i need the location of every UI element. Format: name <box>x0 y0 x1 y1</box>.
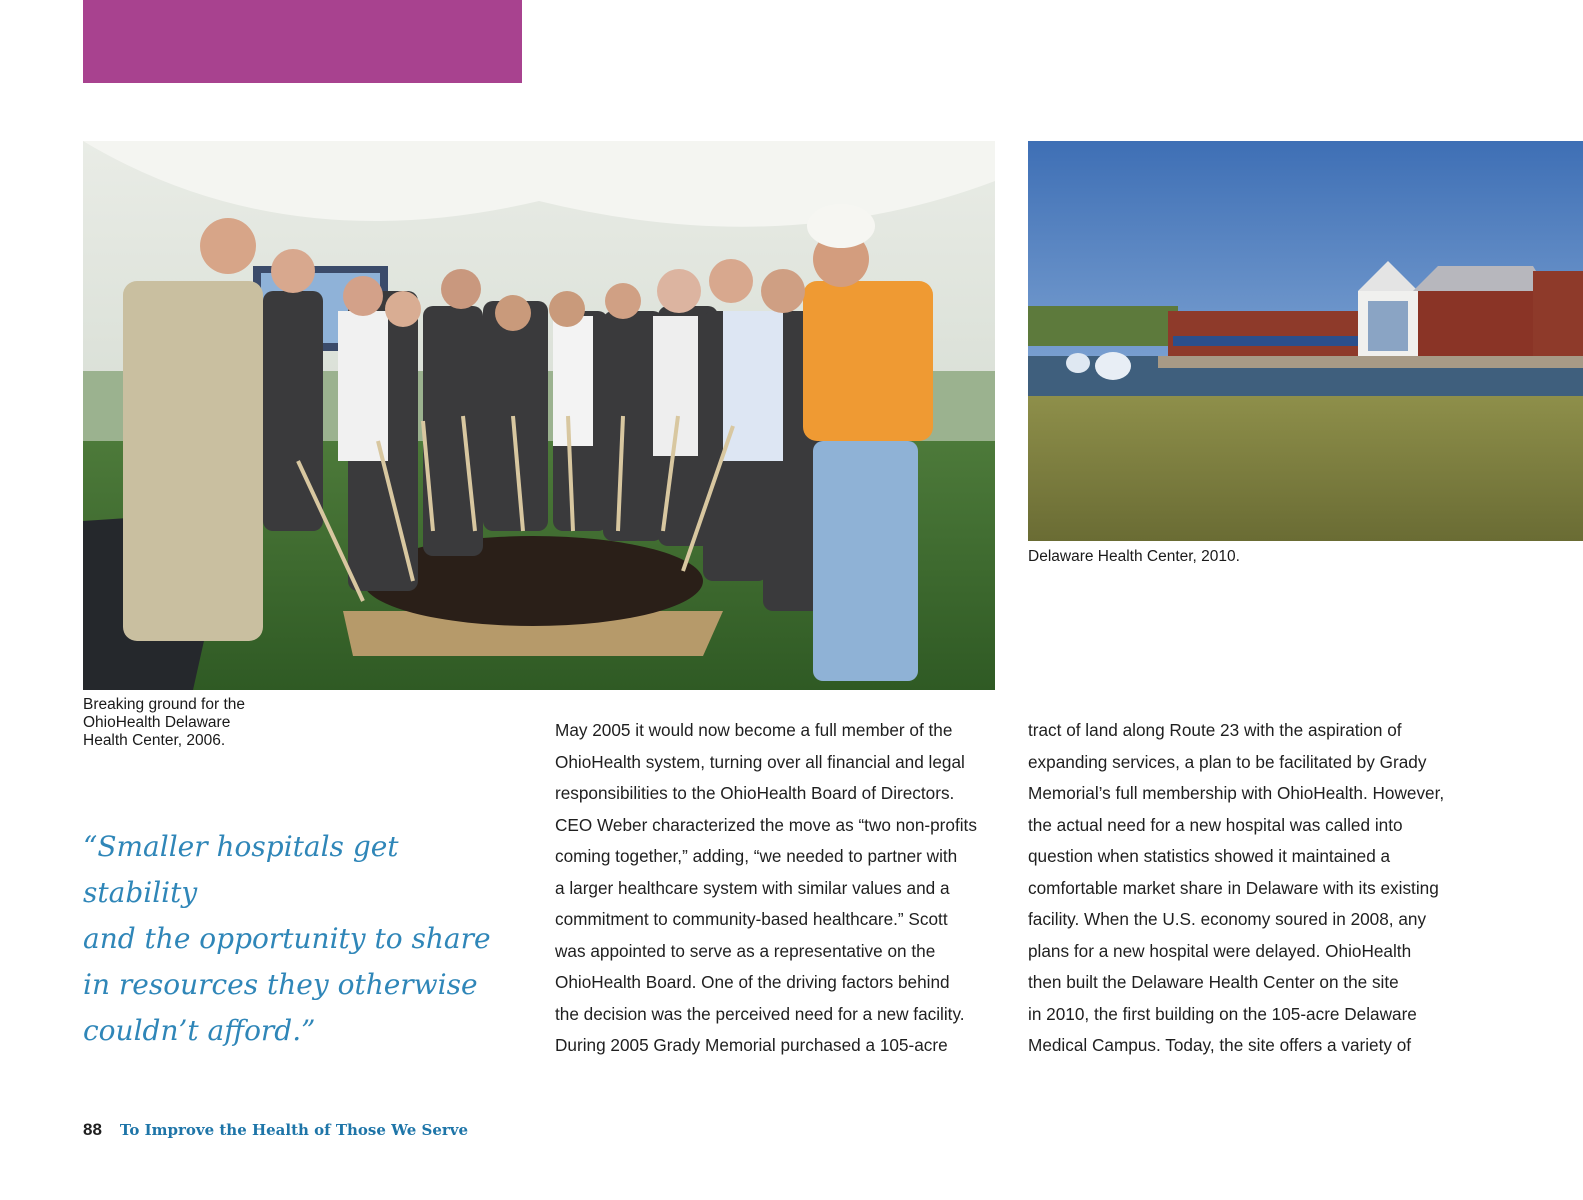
pull-quote <box>83 824 513 1054</box>
body-text-column-1 <box>555 715 995 1062</box>
groundbreaking-photo <box>83 141 995 690</box>
caption-line: Breaking ground for the <box>83 696 245 713</box>
body-line: comfortable market share in Delaware with its existing <box>1028 877 1439 898</box>
body-line: a larger healthcare system with similar values and a <box>555 877 950 898</box>
groundbreaking-photo-graphic <box>83 141 995 690</box>
body-line: commitment to community-based healthcare.” Scott <box>555 909 948 929</box>
pull-quote-line: in resources they otherwise <box>83 968 478 1001</box>
body-line: the actual need for a new hospital was called into <box>1028 814 1403 835</box>
body-line: question when statistics showed it maintained a <box>1028 846 1391 866</box>
body-line: During 2005 Grady Memorial purchased a 105-acre <box>555 1035 948 1055</box>
body-line: in 2010, the first building on the 105-acre Delaware <box>1028 1003 1417 1024</box>
pull-quote-line: and the opportunity to share <box>83 922 491 955</box>
body-line: then built the Delaware Health Center on the site <box>1028 972 1399 992</box>
body-line: the decision was the perceived need for a new facility. <box>555 1003 965 1024</box>
body-line: responsibilities to the OhioHealth Board of Directors. <box>555 783 955 803</box>
caption-line: OhioHealth Delaware <box>83 714 231 731</box>
body-text-column-2 <box>1028 715 1488 1062</box>
groundbreaking-caption <box>83 696 313 750</box>
body-line: OhioHealth Board. One of the driving factors behind <box>555 972 950 992</box>
body-line: was appointed to serve as a representative on the <box>555 940 936 961</box>
body-line: tract of land along Route 23 with the aspiration of <box>1028 720 1402 740</box>
body-line: coming together,” adding, “we needed to partner with <box>555 846 958 866</box>
pull-quote-line: couldn’t afford.” <box>83 1014 316 1047</box>
body-line: Medical Campus. Today, the site offers a variety of <box>1028 1035 1412 1055</box>
page-footer <box>83 1120 468 1142</box>
building-photo-graphic <box>1028 141 1583 541</box>
body-line: plans for a new hospital were delayed. OhioHealth <box>1028 940 1412 961</box>
body-line: May 2005 it would now become a full member of the <box>555 720 953 740</box>
body-line: facility. When the U.S. economy soured in 2008, any <box>1028 909 1427 929</box>
building-caption: Delaware Health Center, 2010. <box>1028 548 1240 565</box>
body-line: OhioHealth system, turning over all financial and legal <box>555 751 965 772</box>
page-number: 88 <box>83 1120 102 1139</box>
body-line: expanding services, a plan to be facilitated by Grady <box>1028 751 1427 772</box>
accent-color-bar <box>83 0 522 83</box>
body-line: Memorial’s full membership with OhioHealth. However, <box>1028 783 1445 803</box>
body-line: CEO Weber characterized the move as “two non-profits <box>555 814 977 835</box>
running-title: To Improve the Health of Those We Serve <box>119 1121 469 1139</box>
caption-line: Health Center, 2006. <box>83 732 226 749</box>
pull-quote-line: “Smaller hospitals get stability <box>83 830 399 909</box>
building-photo <box>1028 141 1583 541</box>
